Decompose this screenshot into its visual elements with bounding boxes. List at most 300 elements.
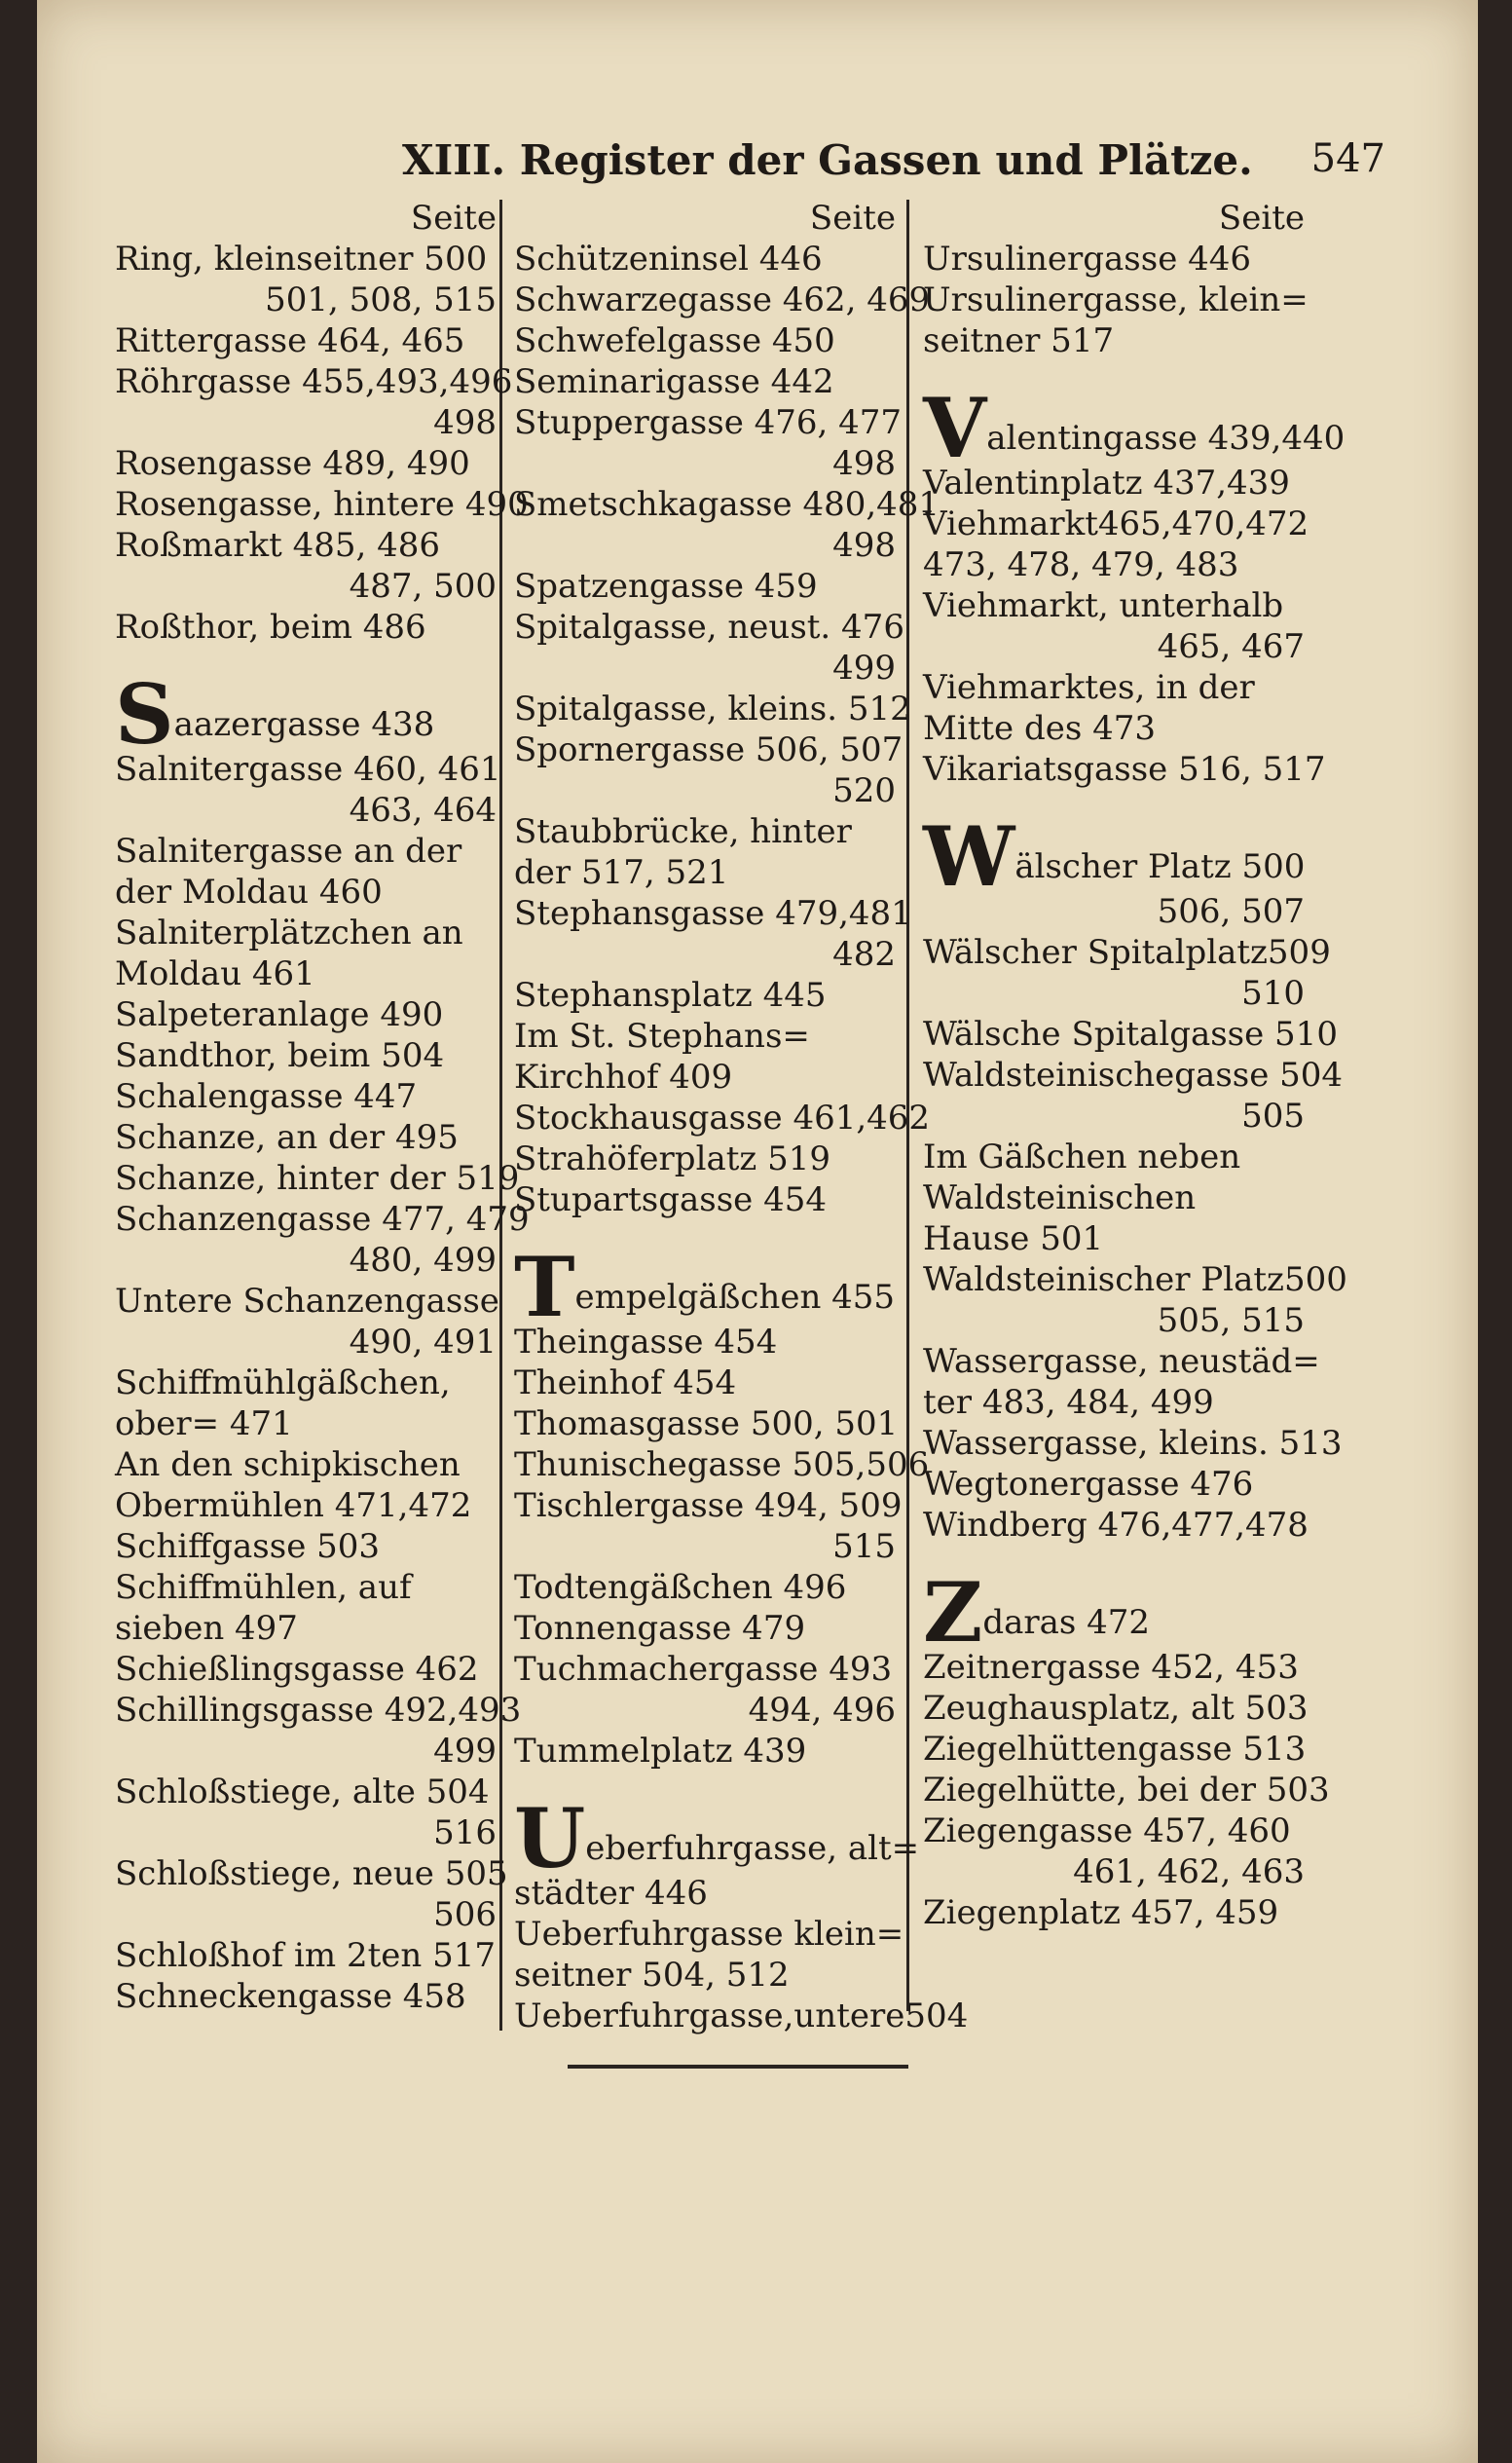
- entry-name: Viehmarktes, in der: [923, 668, 1255, 707]
- entry-name: Theinhof 454: [514, 1363, 737, 1402]
- entry-name: Roßmarkt 485, 486: [115, 526, 441, 565]
- entry-name: sieben 497: [115, 1609, 298, 1648]
- entry-name: seitner 504, 512: [514, 1956, 790, 1995]
- index-entry: [923, 973, 1312, 1014]
- entry-text: [514, 1914, 904, 1955]
- index-entry: [115, 994, 504, 1035]
- entry-text: [115, 953, 504, 994]
- entry-name: Tuchmachergasse 493: [514, 1650, 893, 1689]
- index-column-3: [923, 198, 1347, 1933]
- entry-pages: 487, 500: [349, 567, 497, 606]
- entry-text: [514, 1322, 904, 1362]
- index-entry: [923, 1300, 1312, 1341]
- initial-letter: U: [514, 1790, 586, 1886]
- entry-name: Ueberfuhrgasse klein=: [514, 1915, 904, 1954]
- entry-text: [923, 667, 1312, 708]
- seite-heading: Seite: [809, 199, 896, 238]
- entry-text: [514, 1955, 904, 1996]
- index-entry: [923, 808, 1312, 905]
- entry-text: [115, 1076, 504, 1117]
- index-entry: [923, 504, 1312, 544]
- entry-text: [115, 1485, 504, 1526]
- entry-text: [923, 1892, 1312, 1933]
- entry-name: Schwefelgasse 450: [514, 321, 835, 360]
- index-entry: [923, 1177, 1312, 1218]
- index-entry: [923, 1647, 1312, 1688]
- index-entry: [115, 1649, 504, 1690]
- entry-name: Ziegenplatz 457, 459: [923, 1893, 1279, 1932]
- entry-text: [115, 484, 529, 525]
- index-entry: [115, 1076, 504, 1117]
- index-entry: [514, 1567, 904, 1608]
- index-entry: [923, 1014, 1338, 1055]
- entry-name: Sandthor, beim 504: [115, 1036, 445, 1075]
- entry-name: Ursulinergasse 446: [923, 240, 1252, 279]
- index-entry: [115, 1608, 504, 1649]
- entry-text: [923, 1505, 1312, 1546]
- index-entry: [115, 666, 504, 763]
- index-entry: [115, 1199, 530, 1240]
- entry-text: [115, 1853, 508, 1894]
- entry-name: der 517, 521: [514, 853, 729, 892]
- entry-text: [923, 320, 1312, 361]
- entry-name: alentingasse 439,440: [986, 419, 1346, 458]
- entry-name: Ziegelhüttengasse 513: [923, 1730, 1307, 1769]
- entry-text: [115, 443, 504, 484]
- entry-name: Windberg 476,477,478: [923, 1506, 1309, 1545]
- index-entry: [923, 1564, 1312, 1661]
- entry-name: Ursulinergasse, klein=: [923, 280, 1309, 319]
- entry-name: Moldau 461: [115, 954, 315, 993]
- index-entry: [115, 1853, 508, 1894]
- entry-name: Röhrgasse 455,493,496: [115, 362, 513, 401]
- entry-name: seitner 517: [923, 321, 1115, 360]
- index-entry: [923, 1218, 1312, 1259]
- entry-name: Rittergasse 464, 465: [115, 321, 465, 360]
- entry-name: Schanze, an der 495: [115, 1118, 459, 1157]
- entry-pages: 461, 462, 463: [1073, 1852, 1305, 1891]
- index-entry: [514, 1955, 904, 1996]
- entry-name: Untere Schanzengasse: [115, 1282, 499, 1321]
- index-entry: [923, 280, 1312, 320]
- entry-text: [923, 1423, 1343, 1464]
- index-entry: [115, 1690, 522, 1731]
- entry-text: [115, 666, 504, 763]
- entry-pages: 520: [832, 771, 896, 810]
- entry-name: Wassergasse, kleins. 513: [923, 1424, 1343, 1463]
- index-entry: [514, 402, 904, 443]
- entry-name: Waldsteinischer Platz500: [923, 1260, 1347, 1299]
- entry-name: aazergasse 438: [173, 705, 435, 744]
- entry-name: Zeughausplatz, alt 503: [923, 1689, 1309, 1728]
- index-entry: [115, 239, 504, 280]
- entry-name: Salniterplätzchen an: [115, 914, 463, 952]
- seite-heading: Seite: [1218, 199, 1305, 238]
- entry-pages: 499: [832, 649, 896, 688]
- entry-text: [923, 504, 1312, 544]
- entry-name: Stuppergasse 476, 477: [514, 403, 903, 442]
- entry-text: [514, 852, 904, 893]
- entry-pages: 510: [1241, 974, 1305, 1013]
- index-entry: [115, 566, 504, 607]
- entry-name: ober= 471: [115, 1404, 293, 1443]
- entry-name: der Moldau 460: [115, 873, 383, 912]
- entry-name: Schießlingsgasse 462: [115, 1650, 479, 1689]
- entry-name: Hause 501: [923, 1219, 1104, 1258]
- entry-name: Salnitergasse an der: [115, 832, 462, 871]
- entry-name: Schneckengasse 458: [115, 1977, 466, 2016]
- entry-name: Im Gäßchen neben: [923, 1138, 1241, 1176]
- entry-text: [115, 1035, 504, 1076]
- entry-name: Thomasgasse 500, 501: [514, 1404, 899, 1443]
- entry-text: [923, 1137, 1312, 1177]
- index-entry: [923, 932, 1331, 973]
- entry-text: [923, 1055, 1344, 1096]
- entry-text: [514, 320, 904, 361]
- entry-name: Zeitnergasse 452, 453: [923, 1648, 1299, 1687]
- entry-text: [115, 1772, 504, 1812]
- index-entry: [514, 811, 904, 852]
- entry-name: Seminarigasse 442: [514, 362, 834, 401]
- entry-name: Schloßstiege, alte 504: [115, 1773, 490, 1811]
- entry-name: Spornergasse 506, 507: [514, 730, 904, 769]
- index-entry: [115, 607, 504, 648]
- index-entry: [115, 484, 529, 525]
- entry-name: Mitte des 473: [923, 709, 1156, 748]
- page-title: XIII. Register der Gassen und Plätze.: [402, 136, 1253, 184]
- entry-name: Schiffgasse 503: [115, 1527, 381, 1566]
- entry-text: [115, 1526, 504, 1567]
- entry-text: [115, 994, 504, 1035]
- index-entry: [115, 1403, 504, 1444]
- index-entry: [923, 1729, 1312, 1770]
- entry-text: [514, 1138, 904, 1179]
- entry-name: Schloßhof im 2ten 517: [115, 1936, 496, 1975]
- initial-letter: W: [923, 808, 1015, 905]
- entry-name: Todtengäßchen 496: [514, 1568, 847, 1607]
- entry-name: Viehmarkt, unterhalb: [923, 586, 1284, 625]
- entry-pages: 480, 499: [349, 1241, 497, 1280]
- entry-text: [923, 280, 1312, 320]
- index-column-2: [514, 198, 969, 2036]
- entry-pages: 463, 464: [349, 791, 497, 830]
- index-entry: [923, 585, 1312, 626]
- index-entry: [115, 1731, 504, 1772]
- entry-name: Valentinplatz 437,439: [923, 464, 1290, 503]
- entry-text: [923, 1564, 1312, 1661]
- entry-name: 473, 478, 479, 483: [923, 545, 1239, 584]
- index-entry: [115, 1158, 520, 1199]
- entry-text: [923, 1688, 1312, 1729]
- entry-name: Salnitergasse 460, 461: [115, 750, 501, 789]
- entry-name: Stupartsgasse 454: [514, 1180, 828, 1219]
- entry-text: [514, 1996, 969, 2036]
- index-entry: [514, 1098, 931, 1138]
- index-entry: [115, 1240, 504, 1281]
- index-entry: [923, 1341, 1320, 1382]
- index-entry: [514, 934, 904, 975]
- entry-text: [514, 1444, 930, 1485]
- entry-name: Kirchhof 409: [514, 1058, 733, 1097]
- entry-pages: 505: [1241, 1097, 1305, 1136]
- index-entry: [923, 1055, 1344, 1096]
- index-entry: [923, 239, 1312, 280]
- index-entry: [514, 1138, 904, 1179]
- entry-text: [923, 1218, 1312, 1259]
- index-entry: [115, 1935, 504, 1976]
- index-entry: [514, 729, 904, 770]
- index-entry: [115, 790, 504, 831]
- index-entry: [514, 1649, 904, 1690]
- index-entry: [115, 913, 504, 953]
- entry-name: Schiffmühlgäßchen,: [115, 1363, 451, 1402]
- entry-text: [923, 585, 1312, 626]
- index-entry: [514, 1239, 904, 1335]
- entry-name: Wegtonergasse 476: [923, 1465, 1254, 1504]
- entry-name: Tummelplatz 439: [514, 1732, 807, 1771]
- index-entry: [923, 1810, 1312, 1851]
- entry-pages: 490, 491: [349, 1323, 497, 1362]
- entry-name: Stephansplatz 445: [514, 976, 827, 1015]
- entry-text: [115, 239, 504, 280]
- entry-name: eberfuhrgasse, alt=: [585, 1829, 920, 1868]
- index-entry: [115, 1772, 504, 1812]
- entry-text: [923, 1341, 1320, 1382]
- index-entry: [115, 1444, 504, 1485]
- index-entry: [115, 1281, 504, 1322]
- entry-text: [514, 1057, 904, 1098]
- entry-text: [115, 1567, 504, 1608]
- entry-text: [514, 239, 904, 280]
- entry-name: Smetschkagasse 480,481: [514, 485, 940, 524]
- entry-name: Strahöferplatz 519: [514, 1139, 830, 1178]
- index-entry: [923, 1137, 1312, 1177]
- entry-name: Waldsteinischegasse 504: [923, 1056, 1344, 1095]
- entry-pages: 505, 515: [1157, 1301, 1305, 1340]
- entry-name: Stephansgasse 479,481: [514, 894, 912, 933]
- entry-text: [514, 402, 904, 443]
- entry-text: [923, 1177, 1312, 1218]
- entry-text: [115, 1281, 504, 1322]
- entry-text: [115, 525, 504, 566]
- index-entry: [115, 1526, 504, 1567]
- entry-name: Ziegelhütte, bei der 503: [923, 1771, 1330, 1810]
- entry-text: [514, 1790, 920, 1886]
- entry-text: [923, 1464, 1312, 1505]
- entry-name: Tischlergasse 494, 509: [514, 1486, 903, 1525]
- entry-name: Staubbrücke, hinter: [514, 812, 852, 851]
- entry-name: Ueberfuhrgasse,untere504: [514, 1997, 969, 2035]
- initial-letter: Z: [923, 1564, 983, 1661]
- entry-name: Roßthor, beim 486: [115, 608, 426, 647]
- entry-name: Vikariatsgasse 516, 517: [923, 750, 1326, 789]
- entry-text: [514, 1731, 904, 1772]
- index-entry: [923, 320, 1312, 361]
- index-entry: [115, 831, 504, 872]
- index-entry: [923, 1851, 1312, 1892]
- initial-letter: S: [115, 666, 174, 763]
- index-entry: [514, 239, 904, 280]
- index-entry: [923, 626, 1312, 667]
- index-entry: [115, 953, 504, 994]
- entry-pages: 494, 496: [748, 1691, 896, 1730]
- entry-name: Viehmarkt465,470,472: [923, 504, 1309, 543]
- index-entry: [115, 280, 504, 320]
- index-entry: [514, 1914, 904, 1955]
- index-entry: [514, 566, 904, 607]
- index-entry: [923, 1770, 1330, 1810]
- initial-letter: T: [514, 1239, 575, 1335]
- page-header: [37, 136, 1478, 195]
- entry-name: Wassergasse, neustäd=: [923, 1342, 1320, 1381]
- index-entry: [115, 1894, 504, 1935]
- entry-text: [115, 1158, 520, 1199]
- entry-pages: 482: [832, 935, 896, 974]
- entry-name: daras 472: [982, 1603, 1151, 1642]
- entry-name: Theingasse 454: [514, 1323, 778, 1362]
- entry-text: [115, 1649, 504, 1690]
- entry-text: [115, 831, 504, 872]
- index-entry: [115, 1485, 504, 1526]
- index-entry: [923, 1423, 1343, 1464]
- index-entry: [514, 1485, 904, 1526]
- index-entry: [514, 1179, 904, 1220]
- entry-name: An den schipkischen: [115, 1445, 461, 1484]
- entry-text: [923, 1770, 1330, 1810]
- entry-text: [115, 1362, 504, 1403]
- entry-name: ter 483, 484, 499: [923, 1383, 1214, 1422]
- entry-name: Schiffmühlen, auf: [115, 1568, 412, 1607]
- entry-text: [514, 729, 904, 770]
- entry-text: [115, 320, 504, 361]
- index-column-1: [115, 198, 530, 2017]
- entry-text: [115, 361, 513, 402]
- entry-text: [923, 1259, 1347, 1300]
- index-entry: [923, 667, 1312, 708]
- entry-text: [115, 1444, 504, 1485]
- index-entry: [923, 1259, 1347, 1300]
- entry-pages: 498: [433, 403, 497, 442]
- entry-text: [514, 1567, 904, 1608]
- index-entry: [923, 544, 1312, 585]
- entry-name: städter 446: [514, 1874, 708, 1913]
- index-entry: [514, 852, 904, 893]
- entry-text: [514, 1179, 904, 1220]
- entry-name: Wälscher Spitalplatz509: [923, 933, 1331, 972]
- entry-text: [115, 913, 504, 953]
- index-entry: [514, 975, 904, 1016]
- index-entry: [115, 1117, 504, 1158]
- index-entry: [514, 893, 912, 934]
- index-entry: [514, 1731, 904, 1772]
- entry-text: [115, 1199, 530, 1240]
- entry-text: [514, 280, 931, 320]
- bottom-rule: [568, 2065, 908, 2069]
- index-entry: [514, 1362, 904, 1403]
- index-entry: [923, 1096, 1312, 1137]
- entry-name: Schanze, hinter der 519: [115, 1159, 520, 1198]
- entry-name: Thunischegasse 505,506: [514, 1445, 930, 1484]
- entry-text: [115, 1935, 504, 1976]
- entry-name: Obermühlen 471,472: [115, 1486, 472, 1525]
- index-entry: [115, 361, 513, 402]
- index-entry: [923, 708, 1312, 749]
- entry-text: [923, 749, 1326, 790]
- index-entry: [514, 1057, 904, 1098]
- entry-text: [514, 1403, 904, 1444]
- entry-text: [514, 1485, 904, 1526]
- index-entry: [115, 1362, 504, 1403]
- entry-text: [514, 361, 904, 402]
- book-page: [37, 0, 1478, 2463]
- entry-pages: 516: [433, 1813, 497, 1852]
- entry-text: [514, 1239, 904, 1335]
- index-entry: [115, 1812, 504, 1853]
- entry-name: Schloßstiege, neue 505: [115, 1854, 508, 1893]
- entry-name: Ziegengasse 457, 460: [923, 1811, 1291, 1850]
- index-entry: [923, 1688, 1312, 1729]
- index-entry: [514, 1526, 904, 1567]
- index-entry: [514, 689, 911, 729]
- index-entry: [115, 320, 504, 361]
- entry-name: Salpeteranlage 490: [115, 995, 444, 1034]
- entry-name: Rosengasse, hintere 490: [115, 485, 529, 524]
- entry-text: [115, 1976, 504, 2017]
- index-entry: [514, 1322, 904, 1362]
- initial-letter: V: [923, 380, 987, 476]
- index-entry: [115, 1035, 504, 1076]
- entry-name: Schanzengasse 477, 479: [115, 1200, 530, 1239]
- entry-text: [923, 239, 1312, 280]
- entry-text: [514, 1608, 904, 1649]
- seite-heading: Seite: [410, 199, 497, 238]
- index-entry: [514, 1690, 904, 1731]
- index-entry: [115, 1322, 504, 1362]
- entry-name: Wälsche Spitalgasse 510: [923, 1015, 1338, 1054]
- index-entry: [514, 1873, 904, 1914]
- index-entry: [514, 770, 904, 811]
- index-entry: [115, 1976, 504, 2017]
- entry-text: [923, 1729, 1312, 1770]
- entry-name: Schwarzegasse 462, 469: [514, 280, 931, 319]
- entry-pages: 499: [433, 1732, 497, 1771]
- index-entry: [923, 463, 1312, 504]
- index-entry: [115, 525, 504, 566]
- index-entry: [514, 1608, 904, 1649]
- entry-text: [514, 689, 911, 729]
- page-number: 547: [1310, 136, 1385, 181]
- index-entry: [923, 749, 1326, 790]
- index-entry: [923, 380, 1346, 476]
- index-entry: [923, 1382, 1312, 1423]
- entry-text: [115, 1403, 504, 1444]
- entry-pages: 465, 467: [1157, 627, 1305, 666]
- index-entry: [514, 648, 904, 689]
- entry-text: [115, 872, 504, 913]
- entry-text: [514, 1873, 904, 1914]
- entry-name: älscher Platz 500: [1014, 847, 1306, 886]
- index-entry: [514, 1444, 930, 1485]
- entry-text: [514, 1362, 904, 1403]
- entry-text: [115, 749, 504, 790]
- entry-text: [514, 1649, 904, 1690]
- entry-name: Spatzengasse 459: [514, 567, 818, 606]
- entry-text: [115, 607, 504, 648]
- entry-name: Schillingsgasse 492,493: [115, 1691, 522, 1730]
- index-entry: [514, 280, 931, 320]
- entry-text: [514, 566, 904, 607]
- entry-name: Waldsteinischen: [923, 1178, 1197, 1217]
